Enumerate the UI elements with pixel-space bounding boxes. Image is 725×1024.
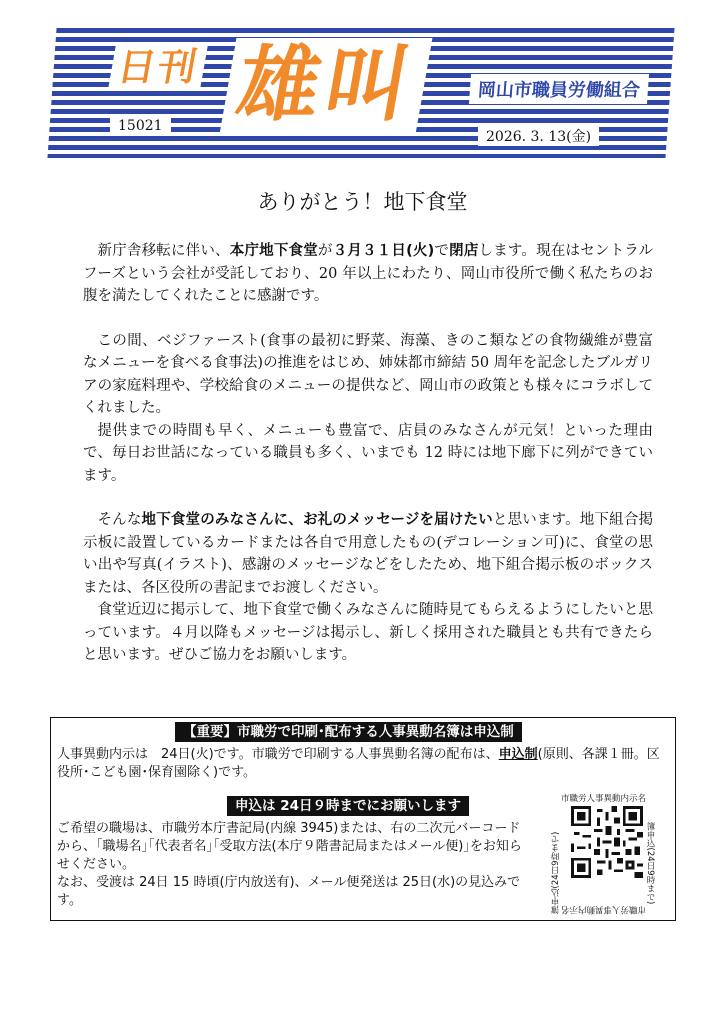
notice-paragraph-2: ご希望の職場は、市職労本庁書記局(内線 3945)または、右の二次元バーコードから、｢職場名｣｢代表者名｣｢受取方法(本庁９階書記局またはメール便)｣をお知らせください。 なお、受渡は 24日 15 時頃(庁内放送有)、メール便発送は 25日(水)の見込みです。	[57, 821, 522, 908]
notice-heading: 【重要】市職労で印刷･配布する人事異動名簿は申込制	[175, 722, 522, 742]
notice-subheading: 申込は 24日９時までにお願いします	[227, 796, 469, 816]
qr-code-icon[interactable]	[571, 806, 643, 878]
issue-number: 15021	[110, 118, 171, 134]
qr-side-label: 簿申込(24日9時まで)	[645, 822, 655, 905]
union-name: 岡山市職員労働組合	[469, 74, 649, 104]
qr-label-rotated: 市職労人事異動内示名	[561, 904, 647, 914]
notice-paragraph-1: 人事異動内示は 24日(火)です。市職労で印刷する人事異動名簿の配布は、申込制(原則、各課１冊。区役所･こども園･保育園除く)です。	[57, 747, 660, 780]
paragraph-3: 提供までの時間も早く、メニューも豊富で、店員のみなさんが元気！といった理由で、毎日お世話になっている職員も多く、いまでも 12 時には地下廊下に列ができています。	[83, 422, 653, 484]
qr-label: 市職労人事異動内示名	[561, 794, 647, 804]
article-body	[83, 240, 653, 667]
masthead-title-big: 雄叫	[220, 38, 433, 134]
qr-side-label-rotated: 簿申込(24日9時まで)	[551, 831, 561, 914]
paragraph-4: そんな地下食堂のみなさんに、お礼のメッセージを届けたいと思います。地下組合掲示板に設置しているカードまたは各自で用意したもの(デコレーション可)に、食堂の思い出や写真(イラスト)、感謝のメッセージなどをしたため、地下組合掲示板のボックスまたは、各区役所の書記までお渡しください。	[83, 512, 653, 596]
paragraph-2: この間、ベジファースト(食事の最初に野菜、海藻、きのこ類などの食物繊維が豊富なメニューを食べる食事法)の推進をはじめ、姉妹都市締結 50 周年を記念したブルガリアの家庭料理や、学校給食のメニューの提供など、岡山市の政策とも様々にコラボしてくれました。	[83, 332, 653, 416]
notice-box	[50, 717, 676, 921]
page-title: ありがとう！地下食堂	[257, 190, 468, 214]
paragraph-1: 新庁舎移転に伴い、本庁地下食堂が３月３１日(火)で閉店します。現在はセントラルフーズという会社が受託しており、20 年以上にわたり、岡山市役所で働く私たちのお腹を満たしてくれたことに感謝です。	[83, 243, 654, 304]
issue-date: 2026. 3. 13(金)	[478, 126, 599, 146]
masthead-title-small: 日刊	[108, 44, 208, 90]
paragraph-5: 食堂近辺に掲示して、地下食堂で働くみなさんに随時見てもらえるようにしたいと思っています。４月以降もメッセージは掲示し、新しく採用された職員とも共有できたらと思います。ぜひご協力をお願いします。	[83, 602, 653, 663]
